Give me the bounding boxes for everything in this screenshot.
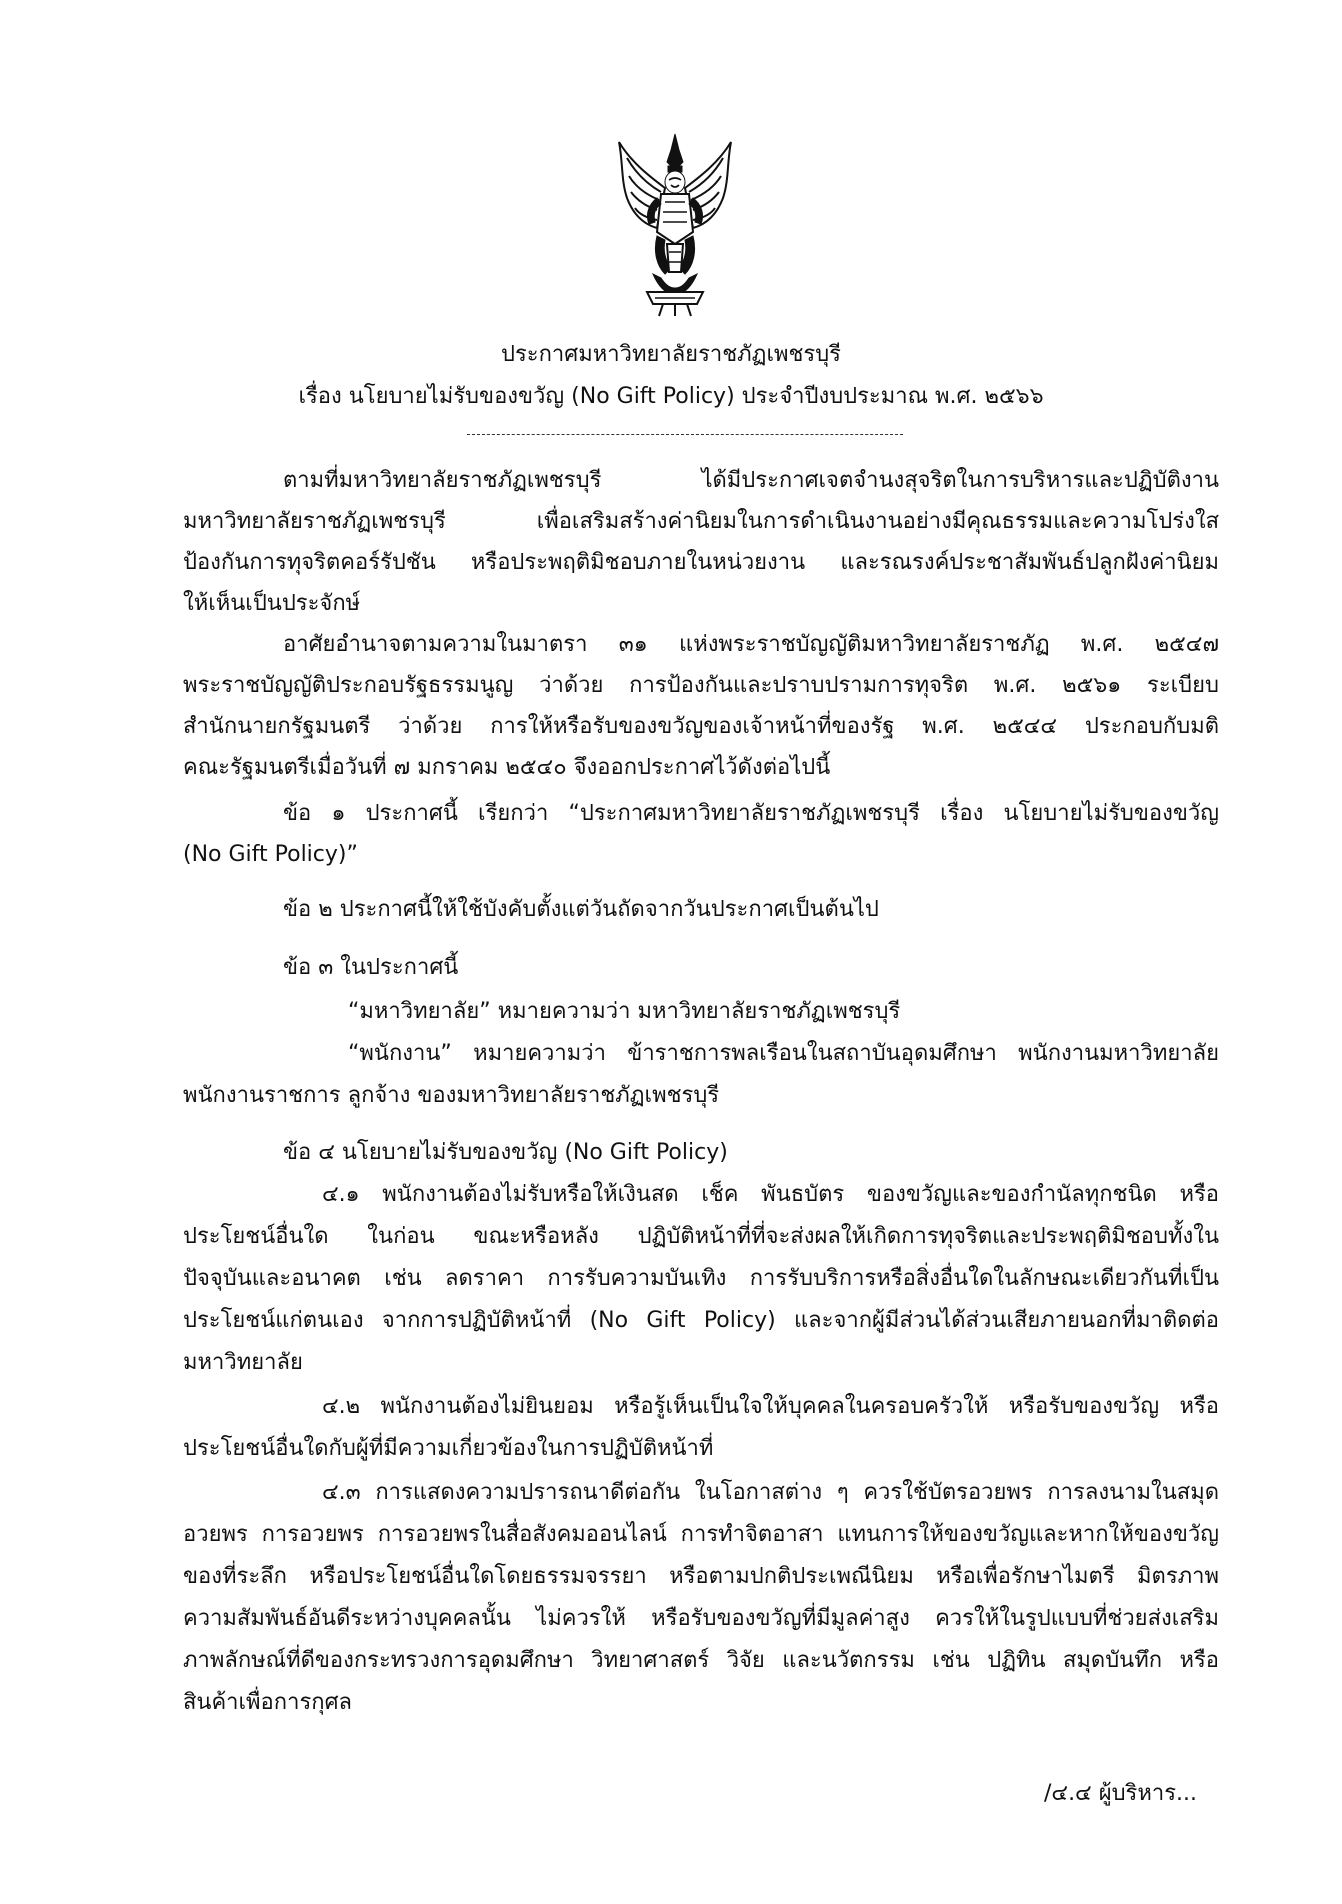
- clause-4-2-line: ประโยชน์อื่นใดกับผู้ที่มีความเกี่ยวข้องในการปฏิบัติหน้าที่: [183, 1436, 714, 1461]
- page-continuation: /๔.๔ ผู้บริหาร...: [1044, 1781, 1198, 1806]
- clause-4-2-line: ๔.๒ พนักงานต้องไม่ยินยอม หรือรู้เห็นเป็นใจให้บุคคลในครอบครัวให้ หรือรับของขวัญ หรือ: [322, 1394, 1219, 1419]
- garuda-emblem-icon: [613, 132, 737, 318]
- body-line: ตามที่มหาวิทยาลัยราชภัฏเพชรบุรี ได้มีประกาศเจตจำนงสุจริตในการบริหารและปฏิบัติงาน: [283, 468, 1219, 493]
- body-line: อาศัยอำนาจตามความในมาตรา ๓๑ แห่งพระราชบัญญัติมหาวิทยาลัยราชภัฏ พ.ศ. ๒๕๔๗: [283, 632, 1219, 657]
- clause-1-line: (No Gift Policy)”: [183, 842, 358, 867]
- body-line: พระราชบัญญัติประกอบรัฐธรรมนูญ ว่าด้วย การป้องกันและปราบปรามการทุจริต พ.ศ. ๒๕๖๑ ระเบียบ: [183, 673, 1219, 698]
- clause-4-3-line: ความสัมพันธ์อันดีระหว่างบุคคลนั้น ไม่ควรให้ หรือรับของขวัญที่มีมูลค่าสูง ควรให้ในรูปแบบที่ช่วยส่งเสริม: [183, 1606, 1219, 1631]
- title-divider: [467, 434, 903, 435]
- clause-4-1-line: ๔.๑ พนักงานต้องไม่รับหรือให้เงินสด เช็ค พันธบัตร ของขวัญและของกำนัลทุกชนิด หรือ: [322, 1182, 1219, 1207]
- clause-4-heading: ข้อ ๔ นโยบายไม่รับของขวัญ (No Gift Policy): [283, 1140, 728, 1165]
- clause-2-line: ข้อ ๒ ประกาศนี้ให้ใช้บังคับตั้งแต่วันถัดจากวันประกาศเป็นต้นไป: [283, 897, 879, 922]
- clause-1-line: ข้อ ๑ ประกาศนี้ เรียกว่า “ประกาศมหาวิทยาลัยราชภัฏเพชรบุรี เรื่อง นโยบายไม่รับของขวัญ: [283, 801, 1219, 826]
- clause-4-3-line: ๔.๓ การแสดงความปรารถนาดีต่อกัน ในโอกาสต่าง ๆ ควรใช้บัตรอวยพร การลงนามในสมุด: [322, 1480, 1219, 1505]
- clause-4-1-line: มหาวิทยาลัย: [183, 1350, 303, 1375]
- body-line: สำนักนายกรัฐมนตรี ว่าด้วย การให้หรือรับของขวัญของเจ้าหน้าที่ของรัฐ พ.ศ. ๒๕๔๔ ประกอบกับมติ: [183, 714, 1219, 739]
- definition-university: “มหาวิทยาลัย” หมายความว่า มหาวิทยาลัยราชภัฏเพชรบุรี: [348, 999, 901, 1024]
- clause-4-3-line: ภาพลักษณ์ที่ดีของกระทรวงการอุดมศึกษา วิทยาศาสตร์ วิจัย และนวัตกรรม เช่น ปฏิทิน สมุดบันทึก หรือ: [183, 1648, 1219, 1673]
- announcement-title: ประกาศมหาวิทยาลัยราชภัฏเพชรบุรี: [501, 342, 841, 367]
- clause-4-1-line: ปัจจุบันและอนาคต เช่น ลดราคา การรับความบันเทิง การรับบริการหรือสิ่งอื่นใดในลักษณะเดียวกันที่เป็น: [183, 1266, 1219, 1291]
- body-line: ป้องกันการทุจริตคอร์รัปชัน หรือประพฤติมิชอบภายในหน่วยงาน และรณรงค์ประชาสัมพันธ์ปลูกฝังค่านิยม: [183, 550, 1219, 575]
- clause-3-heading: ข้อ ๓ ในประกาศนี้: [283, 955, 459, 980]
- body-line: มหาวิทยาลัยราชภัฏเพชรบุรี เพื่อเสริมสร้างค่านิยมในการดำเนินงานอย่างมีคุณธรรมและความโปร่งใส: [183, 509, 1219, 534]
- clause-4-1-line: ประโยชน์อื่นใด ในก่อน ขณะหรือหลัง ปฏิบัติหน้าที่ที่จะส่งผลให้เกิดการทุจริตและประพฤติมิชอบทั้งใน: [183, 1224, 1219, 1249]
- clause-4-1-line: ประโยชน์แก่ตนเอง จากการปฏิบัติหน้าที่ (No Gift Policy) และจากผู้มีส่วนได้ส่วนเสียภายนอกที่มาติดต่อ: [183, 1308, 1219, 1333]
- clause-4-3-line: สินค้าเพื่อการกุศล: [183, 1690, 353, 1715]
- body-line: ให้เห็นเป็นประจักษ์: [183, 591, 361, 616]
- clause-4-3-line: อวยพร การอวยพร การอวยพรในสื่อสังคมออนไลน์ การทำจิตอาสา แทนการให้ของขวัญและหากให้ของขวัญ: [183, 1522, 1219, 1547]
- definition-staff: พนักงานราชการ ลูกจ้าง ของมหาวิทยาลัยราชภัฏเพชรบุรี: [183, 1083, 720, 1108]
- clause-4-3-line: ของที่ระลึก หรือประโยชน์อื่นใดโดยธรรมจรรยา หรือตามปกติประเพณีนิยม หรือเพื่อรักษาไมตรี มิตรภาพ: [183, 1564, 1219, 1589]
- body-line: คณะรัฐมนตรีเมื่อวันที่ ๗ มกราคม ๒๕๔๐ จึงออกประกาศไว้ดังต่อไปนี้: [183, 755, 831, 780]
- announcement-subject: เรื่อง นโยบายไม่รับของขวัญ (No Gift Policy) ประจำปีงบประมาณ พ.ศ. ๒๕๖๖: [298, 384, 1044, 409]
- definition-staff: “พนักงาน” หมายความว่า ข้าราชการพลเรือนในสถาบันอุดมศึกษา พนักงานมหาวิทยาลัย: [348, 1041, 1219, 1066]
